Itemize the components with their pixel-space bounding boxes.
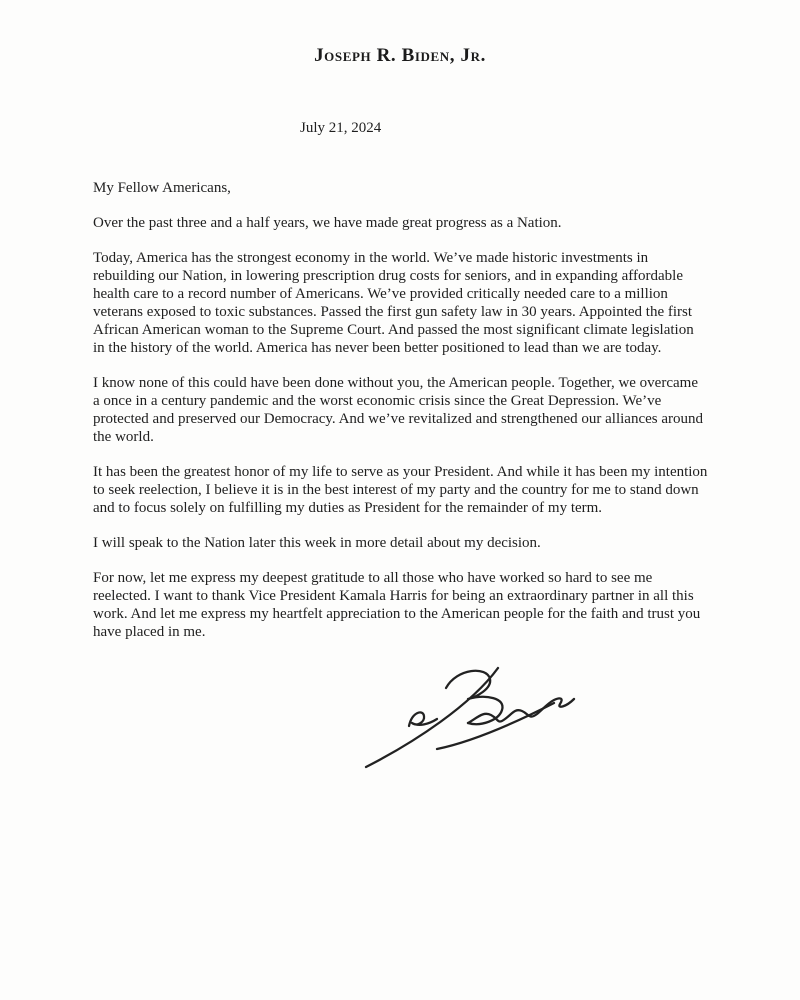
salutation: My Fellow Americans, [93,180,231,196]
letterhead-name: Joseph R. Biden, Jr. [314,45,486,66]
paragraph: I know none of this could have been done without you, the American people. Together, we overcame a once in a century pandemic and the worst economic crisis since the Great Depression. We’ve protected and preserved our Democracy. And we’ve revitalized and strengthened our alliances around the world. [93,375,704,445]
joe-biden-signature-icon [349,658,581,774]
signature-block [349,658,581,774]
paragraph: Today, America has the strongest economy in the world. We’ve made historic investments in rebuilding our Nation, in lowering prescription drug costs for seniors, and in expanding affordable health care to a record number of Americans. We’ve provided critically needed care to a million veterans exposed to toxic substances. Passed the first gun safety law in 30 years. Appointed the first African American woman to the Supreme Court. And passed the most significant climate legislation in the history of the world. America has never been better positioned to lead than we are today. [93,250,694,356]
paragraph: I will speak to the Nation later this week in more detail about my decision. [93,535,541,551]
letter-body [93,179,708,774]
paragraph: For now, let me express my deepest gratitude to all those who have worked so hard to see me reelected. I want to thank Vice President Kamala Harris for being an extraordinary partner in all this work. And let me express my heartfelt appreciation to the American people for the faith and trust you have placed in me. [93,570,701,640]
paragraph: It has been the greatest honor of my life to serve as your President. And while it has been my intention to seek reelection, I believe it is in the best interest of my party and the country for me to stand down and to focus solely on fulfilling my duties as President for the remainder of my term. [93,464,708,516]
paragraph: Over the past three and a half years, we have made great progress as a Nation. [93,215,562,231]
letter-date: July 21, 2024 [300,120,382,136]
